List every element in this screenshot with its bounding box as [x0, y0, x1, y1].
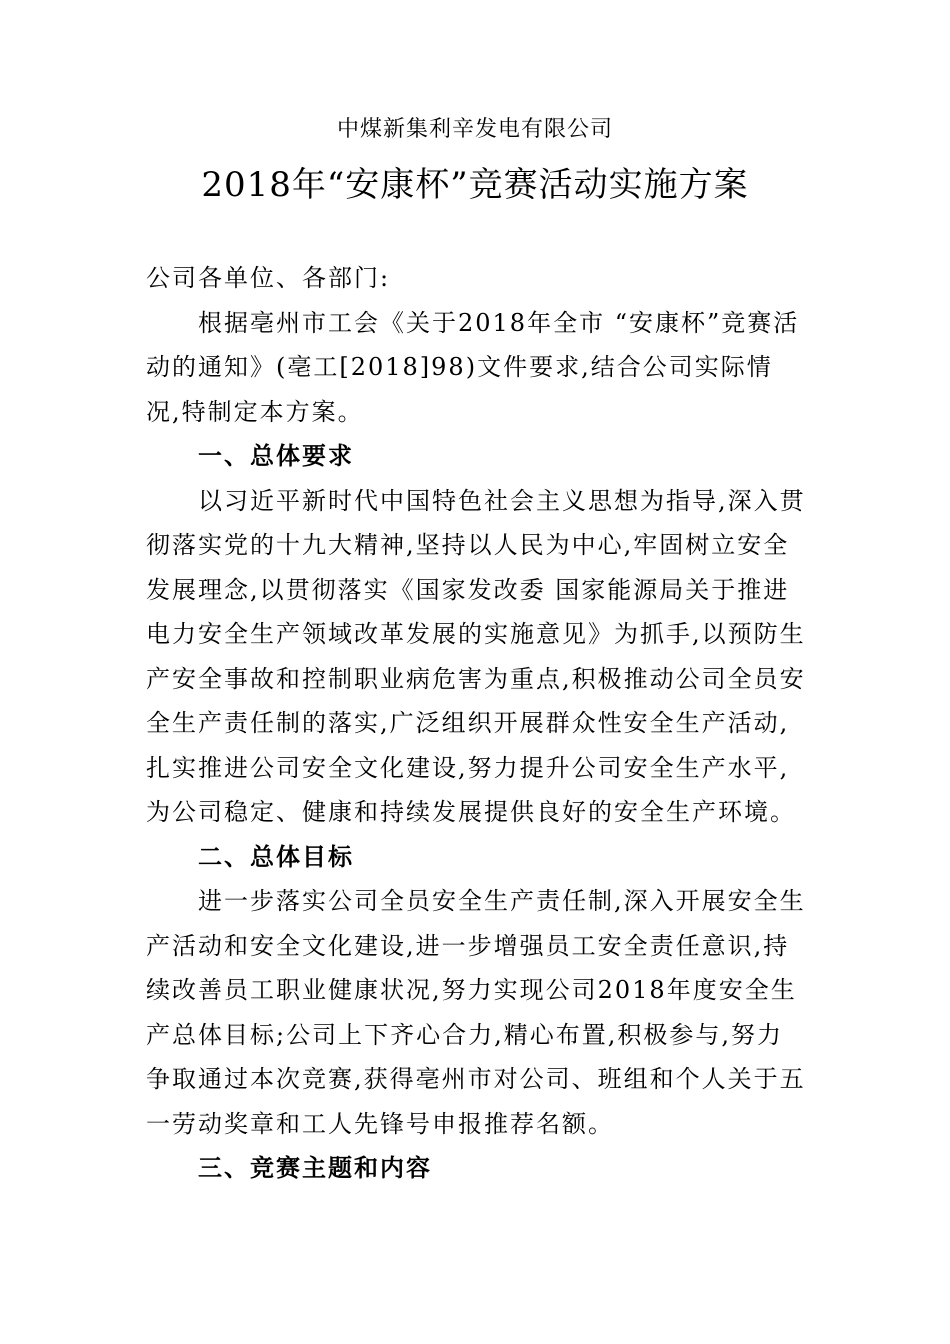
section-body-goals: 进一步落实公司全员安全生产责任制,深入开展安全生产活动和安全文化建设,进一步增强员工安全责任意识,持续改善员工职业健康状况,努力实现公司2018年度安全生产总体目标;公司上下齐心合力,精心布置,积极参与,努力争取通过本次竞赛,获得亳州市对公司、班组和个人关于五一劳动奖章和工人先锋号申报推荐名额。 [146, 887, 806, 1138]
section-heading-goals: 二、总体目标 [198, 842, 354, 871]
section-heading-theme: 三、竞赛主题和内容 [198, 1154, 432, 1182]
document-title: 2018年“安康杯”竞赛活动实施方案 [201, 165, 749, 205]
document-body [146, 256, 806, 1191]
section-heading-requirements: 一、总体要求 [198, 442, 354, 470]
salutation: 公司各单位、各部门: [146, 264, 391, 292]
organization-name: 中煤新集利辛发电有限公司 [336, 117, 613, 142]
intro-paragraph: 根据亳州市工会《关于2018年全市 “安康杯”竞赛活动的通知》(亳工[2018]98)文件要求,结合公司实际情况,特制定本方案。 [146, 308, 800, 426]
section-body-requirements: 以习近平新时代中国特色社会主义思想为指导,深入贯彻落实党的十九大精神,坚持以人民为中心,牢固树立安全发展理念,以贯彻落实《国家发改委 国家能源局关于推进电力安全生产领域改革发展的实施意见》为抓手,以预防生产安全事故和控制职业病危害为重点,积极推动公司全员安全生产责任制的落实,广泛组织开展群众性安全生产活动,扎实推进公司安全文化建设,努力提升公司安全生产水平,为公司稳定、健康和持续发展提供良好的安全生产环境。 [146, 486, 806, 826]
